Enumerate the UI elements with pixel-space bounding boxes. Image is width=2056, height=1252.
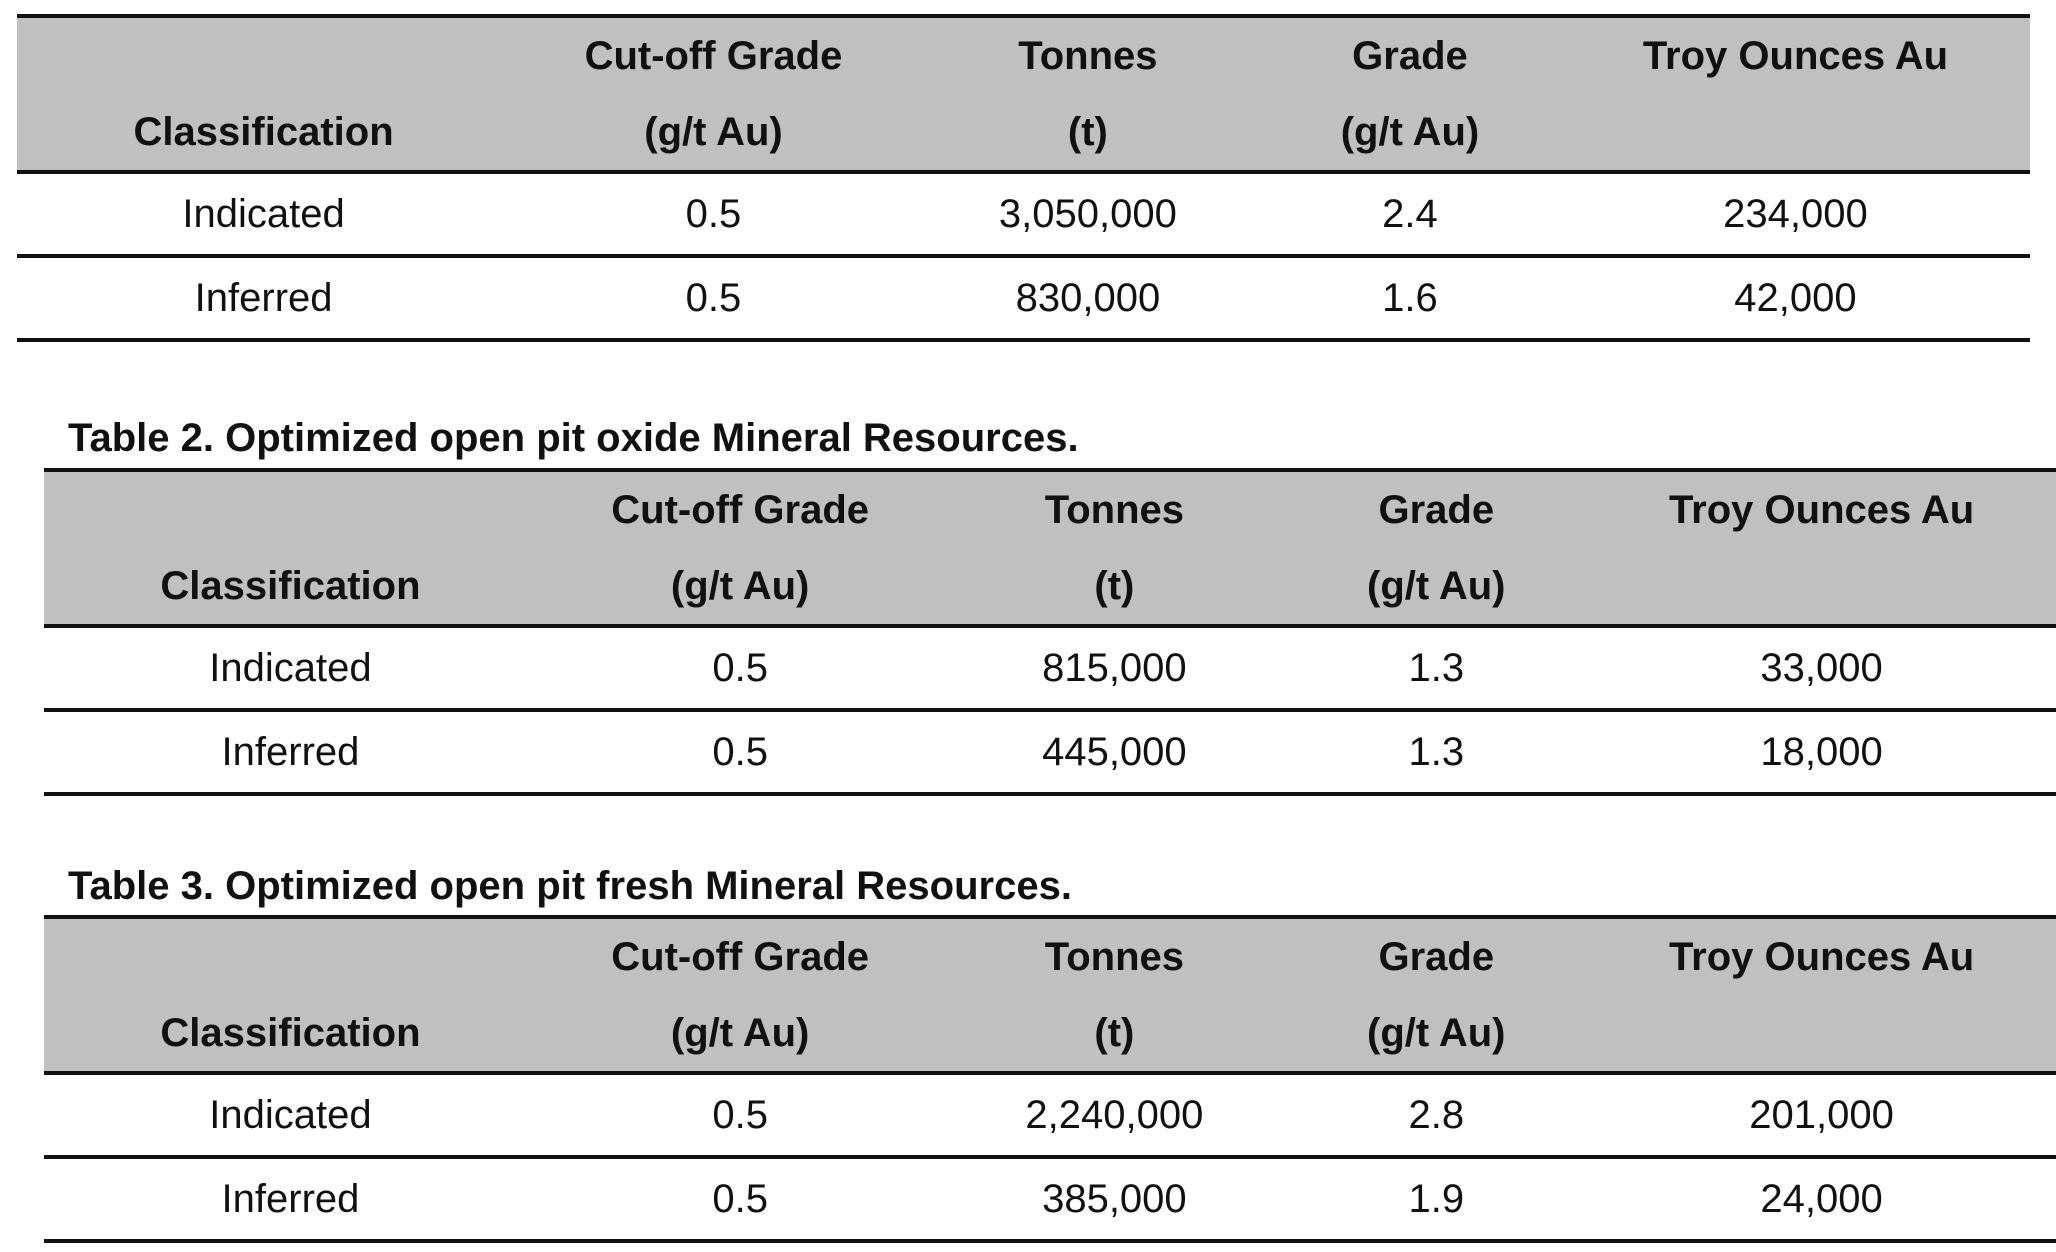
table-cell: 1.6 <box>1259 256 1561 340</box>
table-cell: 0.5 <box>537 626 943 710</box>
table-cell: 0.5 <box>510 172 917 256</box>
table-2-header-row-1 <box>44 470 2056 548</box>
header-cell: Troy Ounces Au <box>1587 917 2056 995</box>
table-row <box>44 710 2056 794</box>
header-cell: Tonnes <box>943 470 1285 548</box>
table-cell: 201,000 <box>1587 1073 2056 1157</box>
table-cell: 2.4 <box>1259 172 1561 256</box>
header-cell: Troy Ounces Au <box>1561 16 2030 94</box>
table-2 <box>44 468 2056 796</box>
header-cell: (g/t Au) <box>537 548 943 626</box>
table-1-header-row-1 <box>17 16 2030 94</box>
table-2-block <box>44 468 2056 796</box>
table-cell: 0.5 <box>537 1157 943 1241</box>
table-cell: 385,000 <box>943 1157 1285 1241</box>
header-cell: (t) <box>917 94 1259 172</box>
table-1-block <box>17 14 2030 342</box>
table-cell: Indicated <box>44 626 537 710</box>
header-cell: Cut-off Grade <box>537 917 943 995</box>
table-cell: Inferred <box>44 710 537 794</box>
table-cell: 0.5 <box>537 1073 943 1157</box>
table-cell: 815,000 <box>943 626 1285 710</box>
header-cell: (g/t Au) <box>1285 548 1587 626</box>
table-cell: 1.3 <box>1285 626 1587 710</box>
table-cell: Indicated <box>44 1073 537 1157</box>
header-cell <box>1561 94 2030 172</box>
header-cell: (g/t Au) <box>537 995 943 1073</box>
table-cell: 24,000 <box>1587 1157 2056 1241</box>
header-cell: (g/t Au) <box>510 94 917 172</box>
table-cell: 1.3 <box>1285 710 1587 794</box>
header-cell: Grade <box>1285 917 1587 995</box>
table-cell: 0.5 <box>510 256 917 340</box>
table-cell: 18,000 <box>1587 710 2056 794</box>
table-cell: 234,000 <box>1561 172 2030 256</box>
table-cell: 830,000 <box>917 256 1259 340</box>
table-1-header-row-2 <box>17 94 2030 172</box>
header-cell <box>1587 995 2056 1073</box>
header-cell: (g/t Au) <box>1259 94 1561 172</box>
table-cell: 2,240,000 <box>943 1073 1285 1157</box>
table-3-block <box>44 915 2056 1243</box>
header-cell: Classification <box>44 995 537 1073</box>
table-cell: 42,000 <box>1561 256 2030 340</box>
table-cell: 3,050,000 <box>917 172 1259 256</box>
table-cell: Inferred <box>17 256 510 340</box>
header-cell <box>44 470 537 548</box>
table-row <box>44 1073 2056 1157</box>
header-cell <box>44 917 537 995</box>
table-2-header-row-2 <box>44 548 2056 626</box>
header-cell: Tonnes <box>917 16 1259 94</box>
table-cell: 0.5 <box>537 710 943 794</box>
header-cell: (g/t Au) <box>1285 995 1587 1073</box>
table-cell: 33,000 <box>1587 626 2056 710</box>
table-3-caption: Table 3. Optimized open pit fresh Mineral Resources. <box>68 864 1072 908</box>
table-cell: 445,000 <box>943 710 1285 794</box>
table-row <box>44 1157 2056 1241</box>
header-cell: Troy Ounces Au <box>1587 470 2056 548</box>
table-3 <box>44 915 2056 1243</box>
header-cell: Grade <box>1259 16 1561 94</box>
header-cell <box>17 16 510 94</box>
table-cell: 1.9 <box>1285 1157 1587 1241</box>
table-cell: 2.8 <box>1285 1073 1587 1157</box>
table-row <box>17 256 2030 340</box>
table-row <box>17 172 2030 256</box>
table-row <box>44 626 2056 710</box>
header-cell: Cut-off Grade <box>510 16 917 94</box>
header-cell: (t) <box>943 548 1285 626</box>
header-cell: Classification <box>17 94 510 172</box>
table-3-header-row-1 <box>44 917 2056 995</box>
table-cell: Inferred <box>44 1157 537 1241</box>
header-cell: (t) <box>943 995 1285 1073</box>
header-cell <box>1587 548 2056 626</box>
table-1 <box>17 14 2030 342</box>
header-cell: Cut-off Grade <box>537 470 943 548</box>
table-2-caption: Table 2. Optimized open pit oxide Mineral Resources. <box>68 416 1079 460</box>
table-3-header-row-2 <box>44 995 2056 1073</box>
table-cell: Indicated <box>17 172 510 256</box>
header-cell: Grade <box>1285 470 1587 548</box>
header-cell: Tonnes <box>943 917 1285 995</box>
header-cell: Classification <box>44 548 537 626</box>
